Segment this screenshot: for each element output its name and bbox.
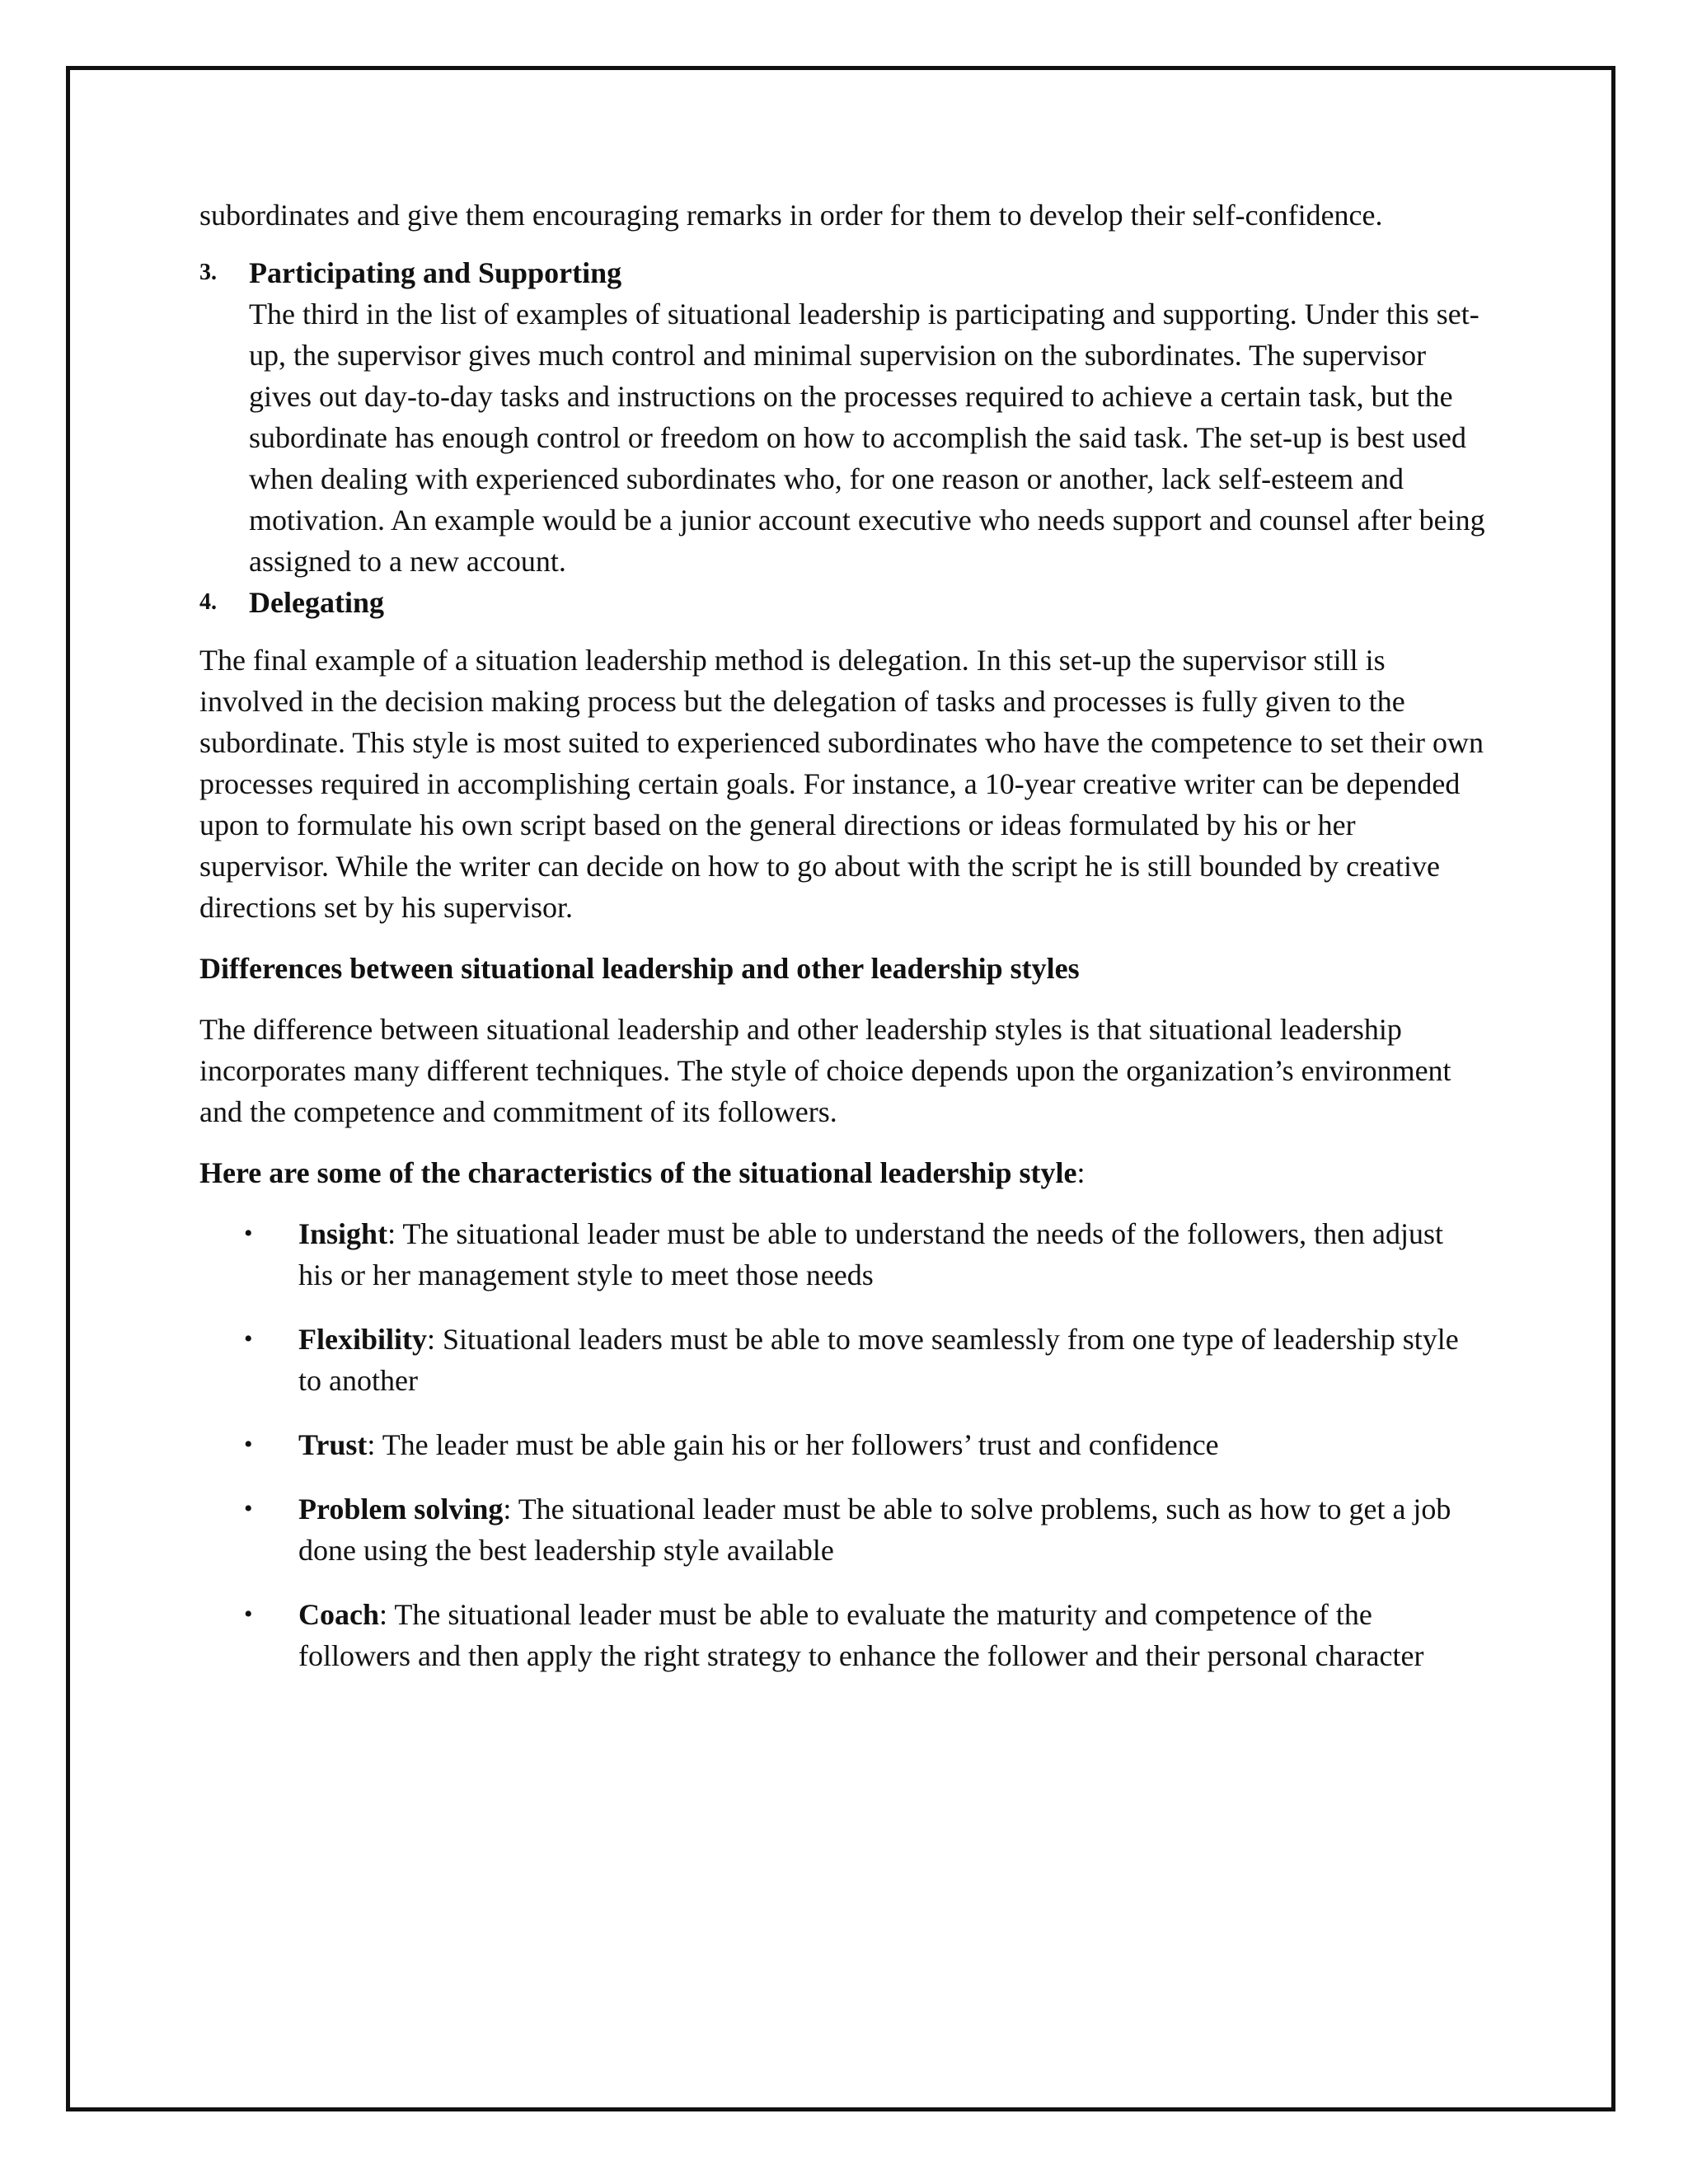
delegating-paragraph: The final example of a situation leadership method is delegation. In this set-up the supervisor still is involved in the decision making process but the delegation of tasks and processes is fully given to the subordinate. This style is most suited to experienced subordinates who have the competence to set their own processes required in accomplishing certain goals. For instance, a 10-year creative writer can be depended upon to formulate his own script based on the general directions or ideas formulated by his or her supervisor. While the writer can decide on how to go about with the script he is still bounded by creative directions set by his supervisor. [199, 644, 1484, 924]
term: Trust [298, 1428, 368, 1461]
document-body [199, 194, 1485, 1699]
list-number: 4. [199, 589, 217, 615]
differences-heading: Differences between situational leadership and other leadership styles [199, 952, 1080, 985]
list-item-body [249, 582, 1485, 623]
term: Coach [298, 1598, 379, 1631]
term: Flexibility [298, 1323, 427, 1356]
bullet-icon: • [244, 1495, 253, 1522]
term: Insight [298, 1217, 388, 1250]
definition: : The situational leader must be able to understand the needs of the followers, then adjust his or her management style to meet those needs [298, 1217, 1444, 1291]
definition: : The situational leader must be able to solve problems, such as how to get a job done using the best leadership style available [298, 1493, 1451, 1567]
definition: : Situational leaders must be able to move seamlessly from one type of leadership style to another [298, 1323, 1459, 1397]
term: Problem solving [298, 1493, 504, 1526]
bullet-icon: • [244, 1220, 253, 1247]
list-item-3 [199, 252, 1485, 582]
characteristics-heading [199, 1152, 1485, 1193]
heading-colon: : [1076, 1156, 1085, 1189]
list-item [199, 1213, 1485, 1296]
list-item-4 [199, 582, 1485, 623]
continuation-paragraph: subordinates and give them encouraging remarks in order for them to develop their self-confidence. [199, 199, 1383, 232]
characteristics-list [199, 1213, 1485, 1676]
list-number: 3. [199, 260, 217, 285]
bullet-icon: • [244, 1431, 253, 1458]
bullet-icon: • [244, 1325, 253, 1352]
differences-paragraph: The difference between situational leadership and other leadership styles is that situational leadership incorporates many different techniques. The style of choice depends upon the organization’s environment and the competence and commitment of its followers. [199, 1013, 1451, 1128]
definition: : The leader must be able gain his or her followers’ trust and confidence [367, 1428, 1219, 1461]
list-item [199, 1319, 1485, 1401]
characteristics-heading-text: Here are some of the characteristics of the situational leadership style [199, 1156, 1077, 1189]
section-paragraph: The third in the list of examples of situational leadership is participating and supporting. Under this set-up, the supervisor gives much control and minimal supervision on the subordinates. The supervisor gives out day-to-day tasks and instructions on the processes required to achieve a certain task, but the subordinate has enough control or freedom on how to accomplish the said task. The set-up is best used when dealing with experienced subordinates who, for one reason or another, lack self-esteem and motivation. An example would be a junior account executive who needs support and counsel after being assigned to a new account. [249, 298, 1485, 578]
bullet-icon: • [244, 1601, 253, 1628]
section-title: Delegating [249, 586, 384, 619]
section-title: Participating and Supporting [249, 256, 622, 289]
list-item [199, 1488, 1485, 1571]
list-item [199, 1424, 1485, 1465]
list-item [199, 1594, 1485, 1676]
definition: : The situational leader must be able to evaluate the maturity and competence of the followers and then apply the right strategy to enhance the follower and their personal character [298, 1598, 1424, 1672]
list-item-body [249, 252, 1485, 582]
